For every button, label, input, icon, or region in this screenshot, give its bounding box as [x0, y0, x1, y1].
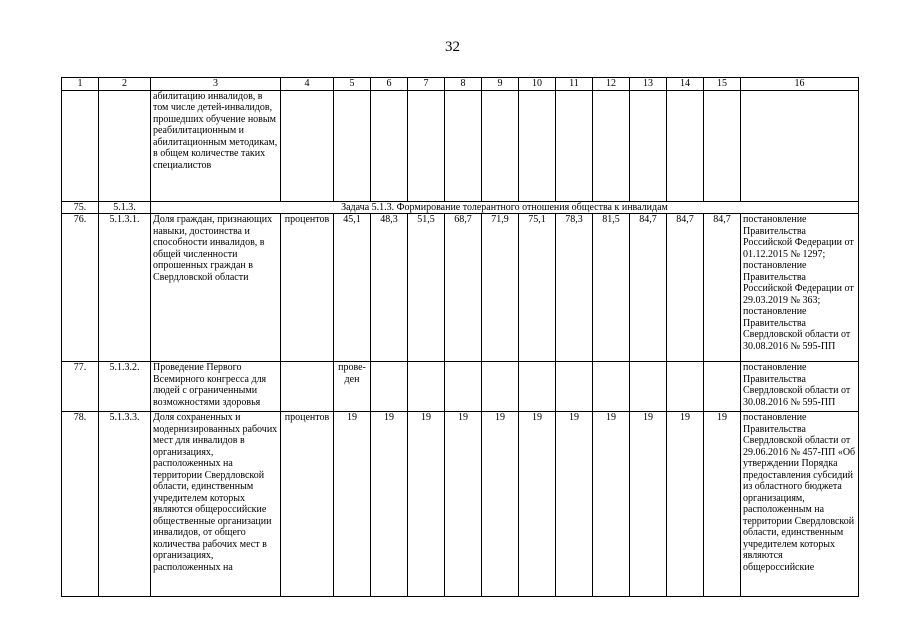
indicator-name: Проведение Первого Всемирного конгресса для людей с ограниченными возможностями здоровья: [151, 362, 281, 412]
value-cell: 19: [334, 412, 371, 597]
page-number: 32: [445, 39, 460, 55]
header-cell: 7: [408, 78, 445, 91]
value-cell: 19: [593, 412, 630, 597]
value-cell: 84,7: [704, 214, 741, 362]
row-code: 5.1.3.2.: [99, 362, 151, 412]
value-cell: 75,1: [519, 214, 556, 362]
indicator-name: Доля сохраненных и модернизированных рабочих мест для инвалидов в организациях, расположенных на территории Свердловской области, единственным учредителем которых являются общероссийские общественные организации инвалидов, от общего количества рабочих мест в организациях, расположенных на: [153, 412, 278, 573]
value-cell: 51,5: [408, 214, 445, 362]
value-cell: 71,9: [482, 214, 519, 362]
value-cell: 84,7: [630, 214, 667, 362]
value-cell: 68,7: [445, 214, 482, 362]
value-cell: 19: [630, 412, 667, 597]
value-cell: 48,3: [371, 214, 408, 362]
header-cell: 14: [667, 78, 704, 91]
row-number: 76.: [62, 214, 99, 362]
value-cell: 19: [371, 412, 408, 597]
row-code: 5.1.3.3.: [99, 412, 151, 597]
row-number: 75.: [62, 201, 99, 214]
value-cell: 19: [667, 412, 704, 597]
header-cell: 11: [556, 78, 593, 91]
table-row: [62, 214, 859, 362]
value-cell: 19: [704, 412, 741, 597]
value-cell: 19: [408, 412, 445, 597]
header-cell: 8: [445, 78, 482, 91]
header-cell: 13: [630, 78, 667, 91]
unit: процентов: [281, 214, 334, 362]
task-title: Задача 5.1.3. Формирование толерантного отношения общества к инвалидам: [151, 201, 859, 214]
value-cell: 19: [519, 412, 556, 597]
table-row: [62, 201, 859, 214]
header-cell: 1: [62, 78, 99, 91]
unit: процентов: [281, 412, 334, 597]
value-cell: 78,3: [556, 214, 593, 362]
row-number: 78.: [62, 412, 99, 597]
indicators-table: [61, 77, 859, 597]
legal-basis: постановление Правительства Российской Федерации от 01.12.2015 № 1297; постановление Правительства Российской Федерации от 29.03.2019 № 363; постановление Правительства Свердловской области от 30.08.2016 № 595-ПП: [741, 214, 859, 362]
value-cell: 19: [482, 412, 519, 597]
header-cell: 6: [371, 78, 408, 91]
row-code: 5.1.3.1.: [99, 214, 151, 362]
value-cell: 19: [556, 412, 593, 597]
row-code: 5.1.3.: [99, 201, 151, 214]
indicator-name: Доля граждан, признающих навыки, достоинства и способности инвалидов, в общей численности опрошенных граждан в Свердловской области: [151, 214, 281, 362]
value-cell: прове-ден: [334, 362, 371, 412]
value-cell: 45,1: [334, 214, 371, 362]
header-cell: 10: [519, 78, 556, 91]
indicator-name: абилитацию инвалидов, в том числе детей-инвалидов, прошедших обучение новым реабилитационным и абилитационным методикам, в общем количестве таких специалистов: [151, 90, 281, 201]
table-row: [62, 90, 859, 201]
legal-basis: постановление Правительства Свердловской области от 29.06.2016 № 457-ПП «Об утверждении Порядка предоставления субсидий из областного бюджета организациям, расположенным на территории Свердловской области, единственным учредителем которых являются общероссийские: [743, 412, 856, 573]
header-cell: 15: [704, 78, 741, 91]
row-number: 77.: [62, 362, 99, 412]
header-cell: 2: [99, 78, 151, 91]
header-cell: 5: [334, 78, 371, 91]
header-cell: 9: [482, 78, 519, 91]
value-cell: 19: [445, 412, 482, 597]
legal-basis: постановление Правительства Свердловской области от 30.08.2016 № 595-ПП: [741, 362, 859, 412]
header-cell: 12: [593, 78, 630, 91]
value-cell: 84,7: [667, 214, 704, 362]
header-cell: 3: [151, 78, 281, 91]
table-row: [62, 412, 859, 597]
header-row: [62, 78, 859, 91]
table-row: [62, 362, 859, 412]
header-cell: 16: [741, 78, 859, 91]
value-cell: 81,5: [593, 214, 630, 362]
header-cell: 4: [281, 78, 334, 91]
